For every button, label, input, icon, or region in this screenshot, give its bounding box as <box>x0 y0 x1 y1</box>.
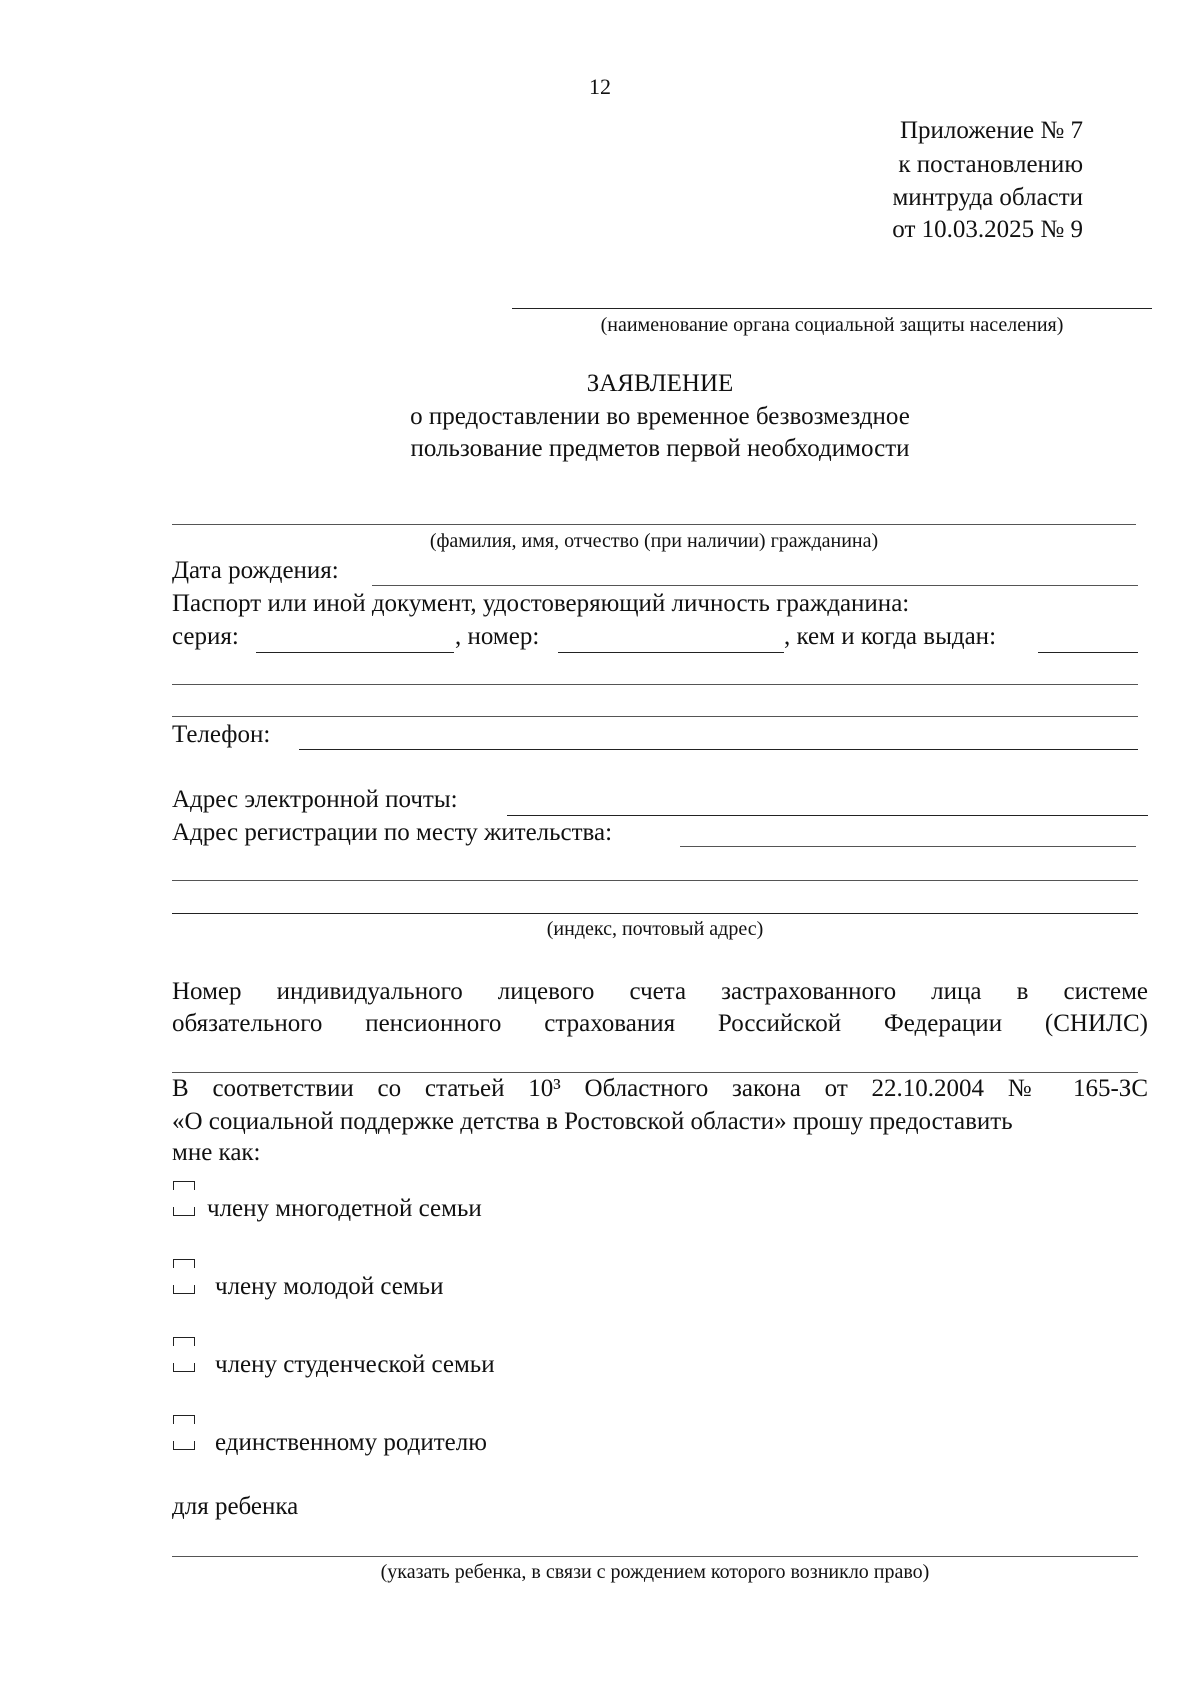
number-field[interactable] <box>558 652 784 653</box>
fio-caption: (фамилия, имя, отчество (при наличии) гражданина) <box>429 530 879 552</box>
issued-label: , кем и когда выдан: <box>784 623 997 650</box>
organ-name-caption: (наименование органа социальной защиты населения) <box>600 314 1064 336</box>
issued-field[interactable] <box>1038 652 1138 653</box>
title-line-2: пользование предметов первой необходимости <box>410 435 910 462</box>
option-large-family-label: члену многодетной семьи <box>207 1195 482 1222</box>
phone-field[interactable] <box>299 749 1138 750</box>
child-caption: (указать ребенка, в связи с рождением которого возникло право) <box>380 1561 930 1583</box>
option-large-family-checkbox[interactable] <box>172 1181 194 1215</box>
fio-field[interactable] <box>172 524 1136 525</box>
series-label: серия: <box>172 623 239 650</box>
option-single-parent-checkbox[interactable] <box>172 1415 194 1449</box>
header-line-4: от 10.03.2025 № 9 <box>892 216 1083 243</box>
snils-line-2: обязательного пенсионного страхования Российской Федерации (СНИЛС) <box>172 1010 1148 1037</box>
registration-field[interactable] <box>680 846 1136 847</box>
child-label: для ребенка <box>172 1493 299 1520</box>
series-field[interactable] <box>256 652 454 653</box>
statement-line-2: «О социальной поддержке детства в Ростовской области» прошу предоставить <box>172 1108 1013 1135</box>
statement-line-1: В соответствии со статьей 10³ Областного закона от 22.10.2004 № 165-ЗС <box>172 1075 1148 1102</box>
page-number: 12 <box>589 74 611 99</box>
header-line-2: к постановлению <box>898 151 1083 178</box>
option-young-family-checkbox[interactable] <box>172 1259 194 1293</box>
document-title: ЗАЯВЛЕНИЕ <box>586 370 734 397</box>
passport-extra-line[interactable] <box>172 684 1138 685</box>
birth-date-label: Дата рождения: <box>172 557 339 584</box>
registration-line-3[interactable] <box>172 913 1138 914</box>
birth-date-field[interactable] <box>372 585 1138 586</box>
organ-name-field[interactable] <box>512 308 1152 309</box>
phone-label: Телефон: <box>172 721 271 748</box>
header-line-3: минтруда области <box>892 184 1083 211</box>
statement-line-3: мне как: <box>172 1139 261 1166</box>
option-single-parent-label: единственному родителю <box>215 1429 487 1456</box>
snils-line-1: Номер индивидуального лицевого счета застрахованного лица в системе <box>172 978 1148 1005</box>
title-line-1: о предоставлении во временное безвозмездное <box>410 403 910 430</box>
option-young-family-label: члену молодой семьи <box>215 1273 444 1300</box>
email-label: Адрес электронной почты: <box>172 786 458 813</box>
passport-extra-line-2[interactable] <box>172 716 1138 717</box>
passport-label: Паспорт или иной документ, удостоверяющий личность гражданина: <box>172 590 910 617</box>
registration-line-2[interactable] <box>172 880 1138 881</box>
option-student-family-label: члену студенческой семьи <box>215 1351 495 1378</box>
address-caption: (индекс, почтовый адрес) <box>546 918 764 940</box>
registration-label: Адрес регистрации по месту жительства: <box>172 819 613 846</box>
number-label: , номер: <box>455 623 540 650</box>
email-field[interactable] <box>507 815 1148 816</box>
header-line-1: Приложение № 7 <box>899 117 1083 144</box>
child-field[interactable] <box>172 1556 1138 1557</box>
option-student-family-checkbox[interactable] <box>172 1337 194 1371</box>
